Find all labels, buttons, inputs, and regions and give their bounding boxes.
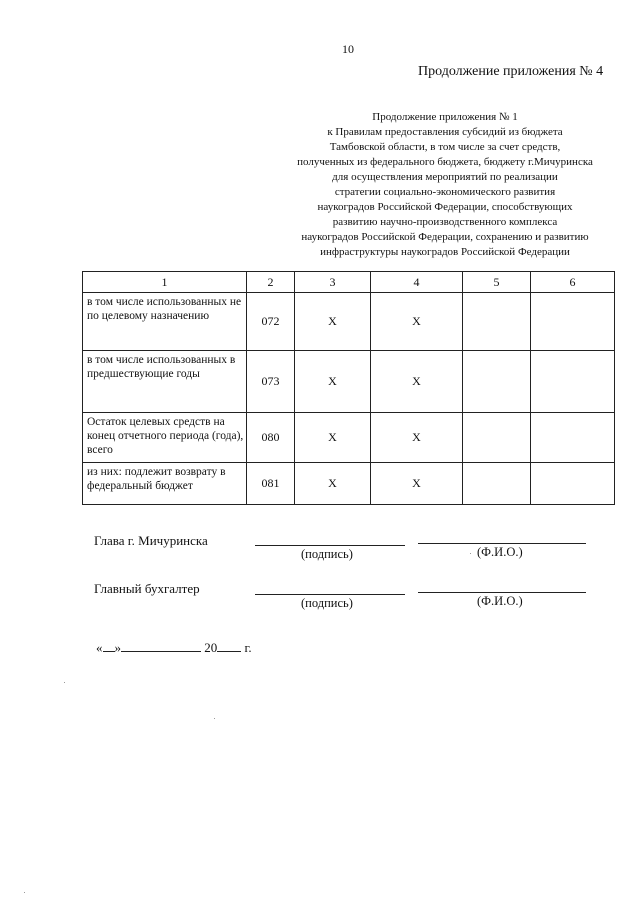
cell-col4: X [371,463,463,505]
year-suffix: г. [244,640,252,655]
header-line: Продолжение приложения № 1 [372,111,518,123]
close-quote: » [114,640,121,655]
cell-col3: X [295,351,371,413]
header-line: развитию научно-производственного комплекса [332,216,558,228]
cell-col4: X [371,351,463,413]
column-header: 4 [371,272,463,293]
appendix-header-block [270,110,620,260]
signatory-role-accountant: Главный бухгалтер [94,581,200,596]
signature-caption: (подпись) [301,596,353,610]
table-row [83,293,615,351]
column-header: 5 [463,272,531,293]
column-header: 3 [295,272,371,293]
name-caption: (Ф.И.О.) [477,545,523,559]
cell-col5 [463,293,531,351]
cell-col6 [531,463,615,505]
header-line: Тамбовской области, в том числе за счет средств, [329,141,561,153]
year-prefix: 20 [204,640,218,655]
month-blank[interactable] [121,641,201,652]
row-code: 080 [247,413,295,463]
scan-speck [470,553,471,554]
date-line [96,640,252,656]
cell-col3: X [295,413,371,463]
scan-speck [214,718,215,719]
header-line: наукоградов Российской Федерации, сохранению и развитию [301,231,589,243]
cell-col6 [531,413,615,463]
cell-col3: X [295,293,371,351]
cell-col6 [531,351,615,413]
report-table [82,271,615,505]
signature-line[interactable] [255,594,405,595]
cell-col5 [463,463,531,505]
name-line[interactable] [418,543,586,544]
cell-col6 [531,293,615,351]
signatory-role-head: Глава г. Мичуринска [94,533,208,548]
name-caption: (Ф.И.О.) [477,594,523,608]
header-line: к Правилам предоставления субсидий из бюджета [327,126,563,138]
table-row [83,351,615,413]
header-line: наукоградов Российской Федерации, способствующих [317,201,573,213]
row-code: 072 [247,293,295,351]
row-code: 081 [247,463,295,505]
header-line: стратегии социально-экономического развития [334,186,556,198]
day-blank[interactable] [103,641,115,652]
row-label: Остаток целевых средств на конец отчетного периода (года), всего [83,413,247,463]
cell-col5 [463,351,531,413]
signature-caption: (подпись) [301,547,353,561]
header-line: инфраструктуры наукоградов Российской Федерации [320,246,570,258]
column-header: 2 [247,272,295,293]
table-row [83,413,615,463]
year-blank[interactable] [217,641,241,652]
row-label: в том числе использованных в предшествующие годы [83,351,247,413]
page-number: 10 [342,42,354,56]
column-header: 6 [531,272,615,293]
row-code: 073 [247,351,295,413]
scan-speck [24,892,25,893]
table-row [83,463,615,505]
cell-col4: X [371,293,463,351]
row-label: в том числе использованных не по целевому назначению [83,293,247,351]
row-label: из них: подлежит возврату в федеральный бюджет [83,463,247,505]
table-header-row [83,272,615,293]
continuation-title: Продолжение приложения № 4 [418,64,604,79]
signature-line[interactable] [255,545,405,546]
header-line: полученных из федерального бюджета, бюджету г.Мичуринска [297,156,593,168]
column-header: 1 [83,272,247,293]
cell-col4: X [371,413,463,463]
header-line: для осуществления мероприятий по реализации [332,171,558,183]
scan-speck [64,682,65,683]
name-line[interactable] [418,592,586,593]
cell-col5 [463,413,531,463]
cell-col3: X [295,463,371,505]
open-quote: « [96,640,103,655]
